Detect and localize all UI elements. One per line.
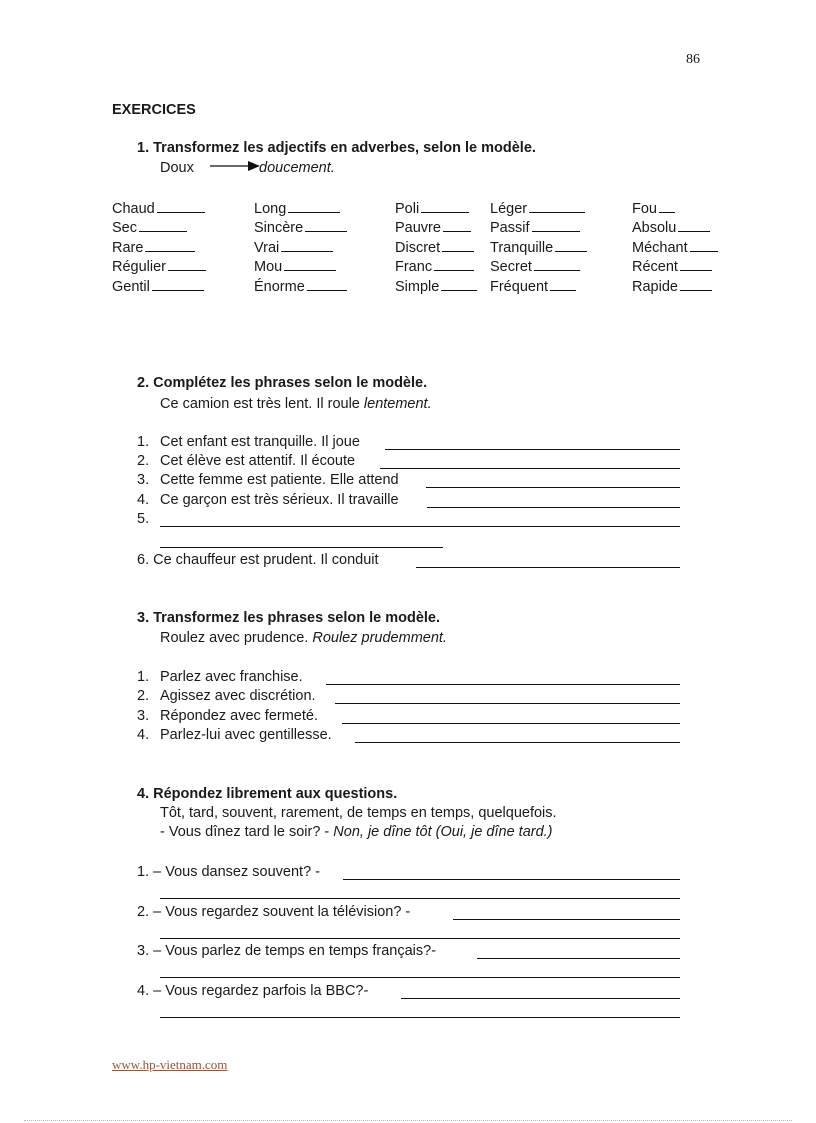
answer-blank[interactable] — [288, 199, 340, 213]
answer-line[interactable] — [342, 723, 680, 724]
exercise-3-item-4-text: Parlez-lui avec gentillesse. — [160, 727, 332, 743]
exercise-2-item-3-text: Cette femme est patiente. Elle attend — [160, 472, 399, 488]
answer-blank[interactable] — [443, 218, 471, 232]
adjective-item — [395, 199, 469, 217]
answer-blank[interactable] — [139, 218, 187, 232]
answer-line[interactable] — [453, 919, 680, 920]
adjective-item — [632, 218, 710, 236]
adjective-word: Simple — [395, 279, 440, 295]
answer-blank[interactable] — [529, 199, 585, 213]
exercise-3-item-3-number: 3. — [137, 708, 150, 724]
answer-line[interactable] — [160, 977, 680, 978]
answer-line[interactable] — [380, 468, 680, 469]
answer-blank[interactable] — [168, 257, 206, 271]
adjective-item — [490, 238, 587, 256]
adjective-word: Rare — [112, 240, 144, 256]
adjective-word: Long — [254, 201, 287, 217]
answer-line[interactable] — [355, 742, 680, 743]
answer-blank[interactable] — [678, 218, 710, 232]
exercise-4-question-1: 1. – Vous dansez souvent? - — [137, 864, 320, 880]
answer-blank[interactable] — [532, 218, 580, 232]
adjective-word: Énorme — [254, 279, 305, 295]
exercise-2-item-2-text: Cet élève est attentif. Il écoute — [160, 453, 356, 469]
adjective-item — [490, 199, 585, 217]
exercise-2-model-answer: lentement. — [363, 396, 432, 412]
answer-line[interactable] — [426, 487, 680, 488]
answer-line[interactable] — [401, 998, 680, 999]
adjective-word: Récent — [632, 259, 678, 275]
adjective-word: Rapide — [632, 279, 678, 295]
exercise-3-model-answer: Roulez prudemment. — [312, 630, 447, 646]
answer-blank[interactable] — [534, 257, 580, 271]
adjective-item — [395, 277, 477, 295]
exercise-3-heading: 3. Transformez les phrases selon le modèle. — [137, 610, 441, 626]
adjective-item — [395, 218, 471, 236]
answer-blank[interactable] — [307, 277, 347, 291]
adjective-word: Méchant — [632, 240, 688, 256]
answer-line[interactable] — [160, 898, 680, 899]
adjective-word: Fréquent — [490, 279, 549, 295]
answer-line[interactable] — [335, 703, 680, 704]
exercise-4-question-4: 4. – Vous regardez parfois la BBC?- — [137, 983, 369, 999]
answer-line[interactable] — [477, 958, 680, 959]
exercise-4-model-answer: Non, je dîne tôt (Oui, je dîne tard.) — [333, 824, 553, 840]
exercise-2-model-text: Ce camion est très lent. Il roule — [160, 396, 360, 412]
adjective-item — [254, 257, 336, 275]
answer-line[interactable] — [160, 1017, 680, 1018]
adjective-word: Régulier — [112, 259, 166, 275]
answer-line[interactable] — [416, 567, 680, 568]
adjective-item — [254, 218, 347, 236]
exercise-2-item-1-number: 1. — [137, 434, 150, 450]
adjective-word: Gentil — [112, 279, 150, 295]
answer-blank[interactable] — [659, 199, 675, 213]
footer-divider — [24, 1120, 792, 1121]
adjective-item — [395, 238, 474, 256]
exercise-1-model-word: Doux — [160, 160, 194, 176]
exercise-4-model-question: - Vous dînez tard le soir? - — [160, 824, 330, 840]
adjective-word: Poli — [395, 201, 420, 217]
exercise-2-item-4-number: 4. — [137, 492, 150, 508]
adjective-item — [112, 238, 195, 256]
exercise-1-model-answer: doucement. — [259, 160, 335, 176]
adjective-item — [112, 277, 204, 295]
adjective-item — [254, 277, 347, 295]
exercise-2-item-3-number: 3. — [137, 472, 150, 488]
answer-blank[interactable] — [145, 238, 195, 252]
answer-line[interactable] — [160, 526, 680, 527]
answer-blank[interactable] — [434, 257, 474, 271]
exercise-2-item-5-number: 5. — [137, 511, 150, 527]
exercise-2-item-6-text: 6. Ce chauffeur est prudent. Il conduit — [137, 552, 379, 568]
adjective-item — [632, 199, 675, 217]
adjective-item — [490, 218, 580, 236]
page-title: EXERCICES — [112, 102, 196, 118]
exercise-4-question-2: 2. – Vous regardez souvent la télévision? - — [137, 904, 411, 920]
answer-blank[interactable] — [441, 277, 477, 291]
exercise-3-item-2-text: Agissez avec discrétion. — [160, 688, 316, 704]
adjective-word: Passif — [490, 220, 530, 236]
answer-blank[interactable] — [690, 238, 718, 252]
answer-line[interactable] — [343, 879, 680, 880]
answer-blank[interactable] — [680, 277, 712, 291]
adjective-item — [112, 218, 187, 236]
exercise-2-item-1-text: Cet enfant est tranquille. Il joue — [160, 434, 360, 450]
adjective-item — [632, 238, 718, 256]
answer-blank[interactable] — [550, 277, 576, 291]
exercise-3-item-1-text: Parlez avec franchise. — [160, 669, 303, 685]
exercise-1-heading: 1. Transformez les adjectifs en adverbes, selon le modèle. — [137, 140, 536, 156]
adjective-word: Chaud — [112, 201, 155, 217]
exercise-2-item-2-number: 2. — [137, 453, 150, 469]
answer-line[interactable] — [160, 938, 680, 939]
answer-blank[interactable] — [152, 277, 204, 291]
footer-link[interactable]: www.hp-vietnam.com — [112, 1057, 228, 1072]
exercise-3-item-3-text: Répondez avec fermeté. — [160, 708, 318, 724]
adjective-item — [395, 257, 474, 275]
adjective-item — [490, 257, 580, 275]
adjective-word: Fou — [632, 201, 657, 217]
exercise-3-model — [160, 630, 447, 646]
answer-blank[interactable] — [284, 257, 336, 271]
answer-blank[interactable] — [442, 238, 474, 252]
adjective-word: Vrai — [254, 240, 280, 256]
exercise-4-question-3: 3. – Vous parlez de temps en temps français?- — [137, 943, 437, 959]
answer-blank[interactable] — [555, 238, 587, 252]
adjective-word: Sec — [112, 220, 137, 236]
answer-blank[interactable] — [281, 238, 333, 252]
answer-line[interactable] — [160, 547, 443, 548]
exercise-3-item-1-number: 1. — [137, 669, 150, 685]
adjective-word: Secret — [490, 259, 532, 275]
adjective-word: Sincère — [254, 220, 304, 236]
adjective-item — [254, 199, 340, 217]
answer-line[interactable] — [427, 507, 680, 508]
adjective-word: Discret — [395, 240, 441, 256]
answer-line[interactable] — [385, 449, 680, 450]
adjective-item — [632, 277, 712, 295]
exercise-2-item-4-text: Ce garçon est très sérieux. Il travaille — [160, 492, 399, 508]
adjective-item — [632, 257, 712, 275]
answer-line[interactable] — [326, 684, 680, 685]
adjective-word: Absolu — [632, 220, 677, 236]
arrow-right-icon — [210, 160, 260, 174]
adjective-item — [112, 257, 206, 275]
exercise-4-model — [160, 824, 553, 840]
exercise-4-heading: 4. Répondez librement aux questions. — [137, 786, 398, 802]
exercise-3-item-2-number: 2. — [137, 688, 150, 704]
adjective-item — [112, 199, 205, 217]
exercise-3-item-4-number: 4. — [137, 727, 150, 743]
adjective-word: Pauvre — [395, 220, 441, 236]
adjective-word: Léger — [490, 201, 528, 217]
exercise-2-heading: 2. Complétez les phrases selon le modèle. — [137, 375, 428, 391]
page-number: 86 — [686, 52, 700, 67]
exercise-2-model — [160, 396, 432, 412]
adjective-word: Mou — [254, 259, 283, 275]
adjective-item — [490, 277, 576, 295]
adjective-item — [254, 238, 333, 256]
adjective-word: Franc — [395, 259, 433, 275]
adjective-word: Tranquille — [490, 240, 554, 256]
answer-blank[interactable] — [305, 218, 347, 232]
answer-blank[interactable] — [680, 257, 712, 271]
exercise-3-model-text: Roulez avec prudence. — [160, 630, 309, 646]
exercise-4-adverbs: Tôt, tard, souvent, rarement, de temps en temps, quelquefois. — [160, 805, 557, 821]
answer-blank[interactable] — [421, 199, 469, 213]
answer-blank[interactable] — [157, 199, 205, 213]
